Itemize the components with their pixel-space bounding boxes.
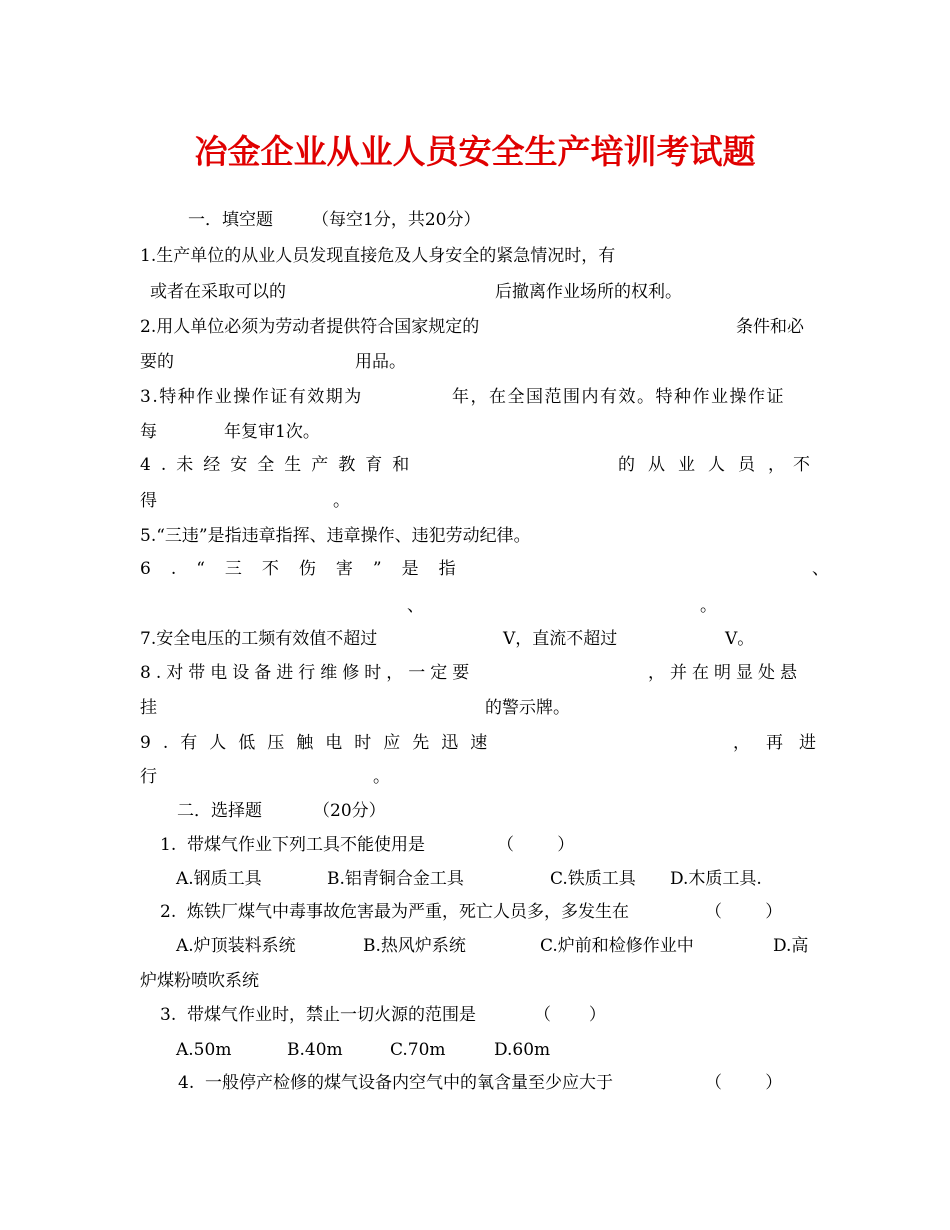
- q6-line1-part2: 、: [812, 559, 829, 579]
- q1-line2-part2: 后撤离作业场所的权利。: [495, 282, 682, 302]
- mc2-stem: 2. 炼铁厂煤气中毒事故危害最为严重，死亡人员多，多发生在: [160, 902, 630, 922]
- q3-line2-part1: 每: [140, 422, 157, 442]
- q7-line-part3: V。: [725, 629, 755, 649]
- section2-heading: 二．选择题: [177, 801, 262, 821]
- q4-line1-part1: 4.未经安全生产教育和: [140, 455, 420, 475]
- mc1-option-a: A.钢质工具: [176, 869, 262, 889]
- mc4-answer-paren: （ ）: [705, 1073, 783, 1093]
- q6-line1-part1: 6.“三不伤害”是指: [140, 559, 476, 579]
- q8-line1-part2: ，并在明显处悬: [648, 663, 802, 683]
- mc2-option-b: B.热风炉系统: [363, 936, 466, 956]
- q4-line2-part1: 得: [140, 491, 157, 511]
- q3-line1-part2: 年，在全国范围内有效。特种作业操作证: [452, 387, 785, 407]
- section2-points: （20分）: [313, 801, 386, 821]
- mc3-option-d: D.60m: [494, 1040, 551, 1060]
- q8-line1-part1: 8.对带电设备进行维修时，一定要: [140, 663, 475, 683]
- mc3-option-b: B.40m: [287, 1040, 343, 1060]
- mc2-option-c: C.炉前和检修作业中: [540, 936, 694, 956]
- q8-line2-part1: 挂: [140, 698, 157, 718]
- mc3-answer-paren: （ ）: [534, 1005, 606, 1025]
- q4-line2-part2: 。: [333, 491, 350, 511]
- q3-line1-part1: 3.特种作业操作证有效期为: [140, 387, 363, 407]
- page-title: 冶金企业从业人员安全生产培训考试题: [194, 132, 756, 171]
- mc1-answer-paren: （ ）: [497, 835, 575, 855]
- q9-line1-part1: 9.有人低压触电时应先迅速: [140, 733, 500, 753]
- q9-line1-part2: ，再进: [733, 733, 832, 753]
- q9-line2-part1: 行: [140, 767, 157, 787]
- section1-heading: 一．填空题: [188, 210, 273, 230]
- mc1-option-d: D.木质工具.: [670, 869, 762, 889]
- mc2-answer-paren: （ ）: [705, 902, 783, 922]
- q5-line: 5.“三违”是指违章指挥、违章操作、违犯劳动纪律。: [140, 526, 531, 546]
- mc2-option-a: A.炉顶装料系统: [176, 936, 296, 956]
- q4-line1-part2: 的从业人员，: [618, 455, 798, 475]
- mc1-stem: 1. 带煤气作业下列工具不能使用是: [160, 835, 426, 855]
- mc3-option-c: C.70m: [390, 1040, 446, 1060]
- q7-line-part2: V，直流不超过: [503, 629, 618, 649]
- mc2-option-d: D.高: [773, 936, 809, 956]
- mc2-option-d-continued: 炉煤粉喷吹系统: [140, 971, 259, 991]
- mc3-stem: 3. 带煤气作业时，禁止一切火源的范围是: [160, 1005, 477, 1025]
- q8-line2-part2: 的警示牌。: [485, 698, 570, 718]
- q1-line1: 1.生产单位的从业人员发现直接危及人身安全的紧急情况时，有: [140, 246, 616, 266]
- mc1-option-b: B.铝青铜合金工具: [327, 869, 464, 889]
- q6-line2-part1: 、: [407, 596, 424, 616]
- q9-line2-part2: 。: [373, 767, 390, 787]
- mc1-option-c: C.铁质工具: [550, 869, 636, 889]
- mc3-option-a: A.50m: [176, 1040, 232, 1060]
- q2-line2-part1: 要的: [140, 352, 174, 372]
- q7-line-part1: 7.安全电压的工频有效值不超过: [140, 629, 378, 649]
- q6-line2-part2: 。: [700, 596, 717, 616]
- mc4-stem: 4. 一般停产检修的煤气设备内空气中的氧含量至少应大于: [178, 1073, 614, 1093]
- q2-line2-part2: 用品。: [355, 352, 406, 372]
- q2-line1-part1: 2.用人单位必须为劳动者提供符合国家规定的: [140, 317, 480, 337]
- q2-line1-part2: 条件和必: [736, 317, 804, 337]
- q4-line1-part3: 不: [793, 455, 810, 475]
- q3-line2-part2: 年复审1次。: [224, 422, 320, 442]
- section1-points: （每空1分，共20分）: [312, 210, 481, 230]
- q1-line2-part1: 或者在采取可以的: [150, 282, 286, 302]
